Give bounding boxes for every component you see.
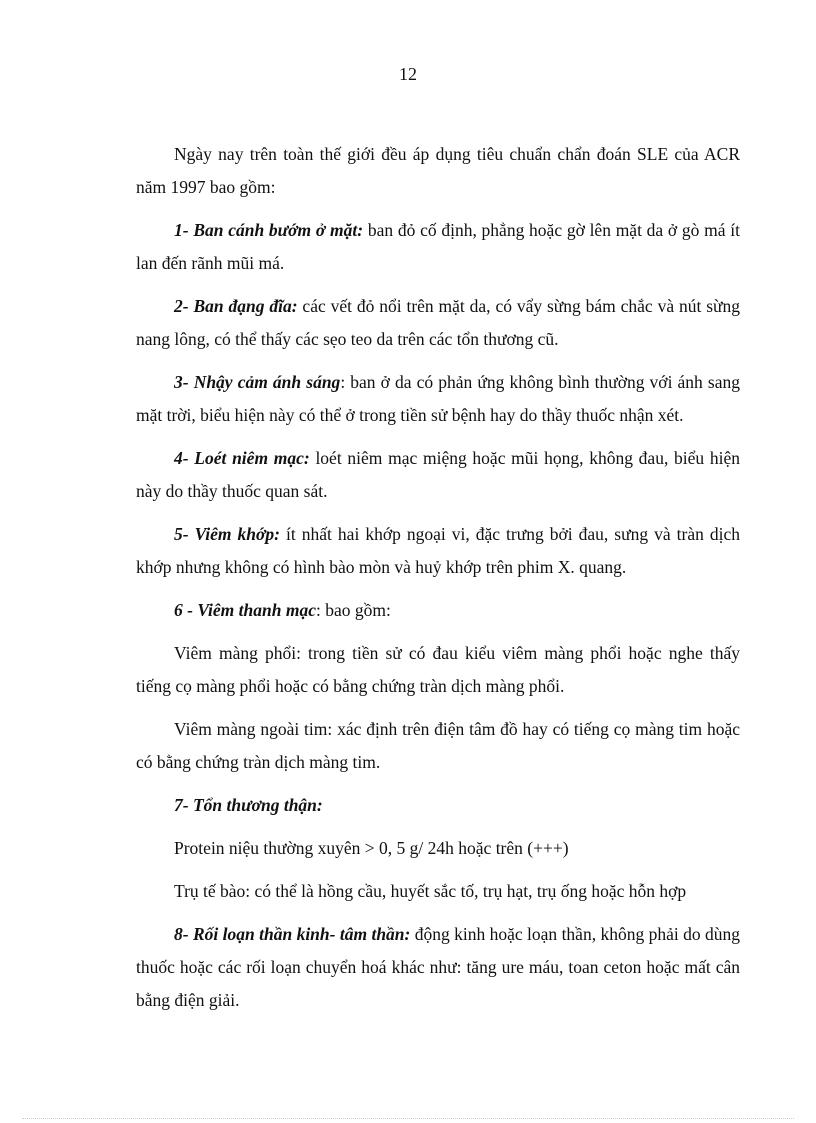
intro-text: Ngày nay trên toàn thế giới đều áp dụng tiêu chuẩn chẩn đoán SLE của ACR năm 1997 bao gồm: — [136, 144, 740, 197]
criterion-4-paragraph — [136, 442, 740, 508]
proteinuria-text: Protein niệu thường xuyên > 0, 5 g/ 24h hoặc trên (+++) — [174, 838, 569, 858]
page-bottom-divider — [22, 1118, 794, 1119]
pericarditis-paragraph — [136, 713, 740, 779]
criterion-2-heading: 2- Ban đạng đĩa: — [174, 296, 298, 316]
criterion-6-heading: 6 - Viêm thanh mạc — [174, 600, 316, 620]
criterion-1-paragraph — [136, 214, 740, 280]
pleuritis-paragraph — [136, 637, 740, 703]
page-number: 12 — [399, 64, 417, 84]
cellular-casts-paragraph — [136, 875, 740, 908]
criterion-5-heading: 5- Viêm khớp: — [174, 524, 281, 544]
criterion-3-paragraph — [136, 366, 740, 432]
criterion-1-text: ban đỏ cố định, phẳng hoặc gờ lên mặt da ở gò má ít lan đến rãnh mũi má. — [136, 220, 740, 273]
criterion-3-heading: 3- Nhậy cảm ánh sáng — [174, 372, 341, 392]
pleuritis-text: Viêm màng phổi: trong tiền sử có đau kiểu viêm màng phổi hoặc nghe thấy tiếng cọ màng phổi hoặc có bằng chứng tràn dịch màng phổi. — [136, 643, 740, 696]
criterion-3-text: : ban ở da có phản ứng không bình thường với ánh sang mặt trời, biểu hiện này có thể ở trong tiền sử bệnh hay do thầy thuốc nhận xét. — [136, 372, 740, 425]
intro-paragraph — [136, 138, 740, 204]
criterion-8-text: động kinh hoặc loạn thần, không phải do dùng thuốc hoặc các rối loạn chuyển hoá khác như: tăng ure máu, toan ceton hoặc mất cân bằng điện giải. — [136, 924, 740, 1010]
cellular-casts-text: Trụ tế bào: có thể là hồng cầu, huyết sắc tố, trụ hạt, trụ ống hoặc hỗn hợp — [174, 881, 687, 901]
criterion-8-paragraph — [136, 918, 740, 1017]
criterion-6-text: : bao gồm: — [315, 600, 391, 620]
document-body — [136, 138, 740, 1027]
criterion-7-paragraph — [136, 789, 740, 822]
criterion-8-heading: 8- Rối loạn thần kinh- tâm thần: — [174, 924, 411, 944]
criterion-1-heading: 1- Ban cánh bướm ở mặt: — [174, 220, 364, 240]
criterion-2-paragraph — [136, 290, 740, 356]
criterion-5-text: ít nhất hai khớp ngoại vi, đặc trưng bởi đau, sưng và tràn dịch khớp nhưng không có hình bào mòn và huỷ khớp trên phim X. quang. — [136, 524, 740, 577]
criterion-6-paragraph — [136, 594, 740, 627]
criterion-4-text: loét niêm mạc miệng hoặc mũi họng, không đau, biểu hiện này do thầy thuốc quan sát. — [136, 448, 741, 501]
pericarditis-text: Viêm màng ngoài tim: xác định trên điện tâm đồ hay có tiếng cọ màng tim hoặc có bằng chứng tràn dịch màng tim. — [136, 719, 740, 772]
criterion-4-heading: 4- Loét niêm mạc: — [174, 448, 310, 468]
criterion-7-heading: 7- Tổn thương thận: — [174, 795, 323, 815]
criterion-2-text: các vết đỏ nổi trên mặt da, có vẩy sừng bám chắc và nút sừng nang lông, có thể thấy các sẹo teo da trên các tổn thương cũ. — [136, 296, 741, 349]
criterion-5-paragraph — [136, 518, 740, 584]
proteinuria-paragraph — [136, 832, 740, 865]
